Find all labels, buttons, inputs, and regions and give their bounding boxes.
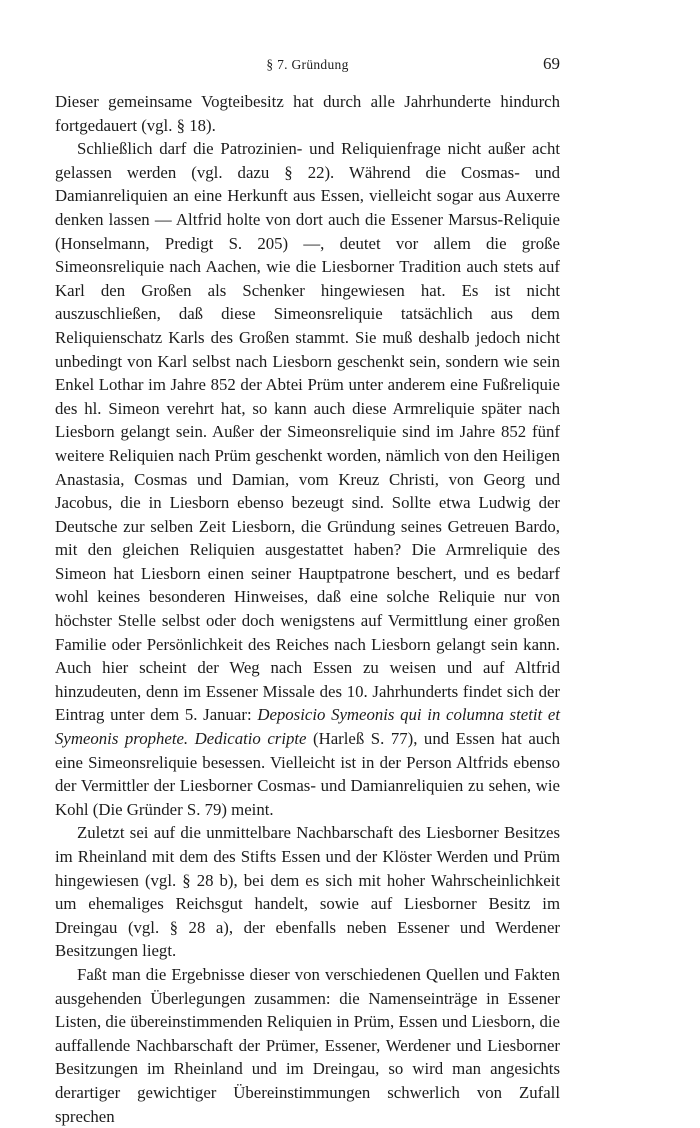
paragraph-nachbarschaft: Zuletzt sei auf die unmittelbare Nachbarschaft des Liesborner Besitzes im Rheinland mit dem des Stifts Essen und der Klöster Werden und Prüm hingewiesen (vgl. § 28 b), bei dem es sich mit hoher Wahrscheinlichkeit um ehemaliges Reichsgut handelt, sowie auf Liesborner Besitz im Dreingau (vgl. § 28 a), der ebenfalls neben Essener und Werdener Besitzungen liegt. [55,823,560,961]
paragraph-vogteibesitz: Dieser gemeinsame Vogteibesitz hat durch alle Jahrhunderte hindurch fortgedauert (vgl. § 18). [55,92,560,135]
page-body [55,90,560,1128]
running-head: § 7. Gründung [266,57,349,72]
paragraph-text: Schließlich darf die Patrozinien- und Reliquienfrage nicht außer acht gelassen werden (vgl. dazu § 22). Während die Cosmas- und Damianreliquien an eine Herkunft aus Essen, vielleicht sogar aus Auxerre denken lassen — Altfrid holte von dort auch die Essener Marsus-Reliquie (Honselmann, Predigt S. 205) —, deutet vor allem die große Simeonsreliquie nach Aachen, wie die Liesborner Tradition auch stets auf Karl den Großen als Schenker hingewiesen hat. Es ist nicht auszuschließen, daß diese Simeonsreliquie tatsächlich aus dem Reliquienschatz Karls des Großen stammt. Sie muß deshalb jedoch nicht unbedingt von Karl selbst nach Liesborn geschenkt sein, sondern wie sein Enkel Lothar im Jahre 852 der Abtei Prüm unter anderem eine Fußreliquie des hl. Simeon verehrt hat, so kann auch diese Armreliquie später nach Liesborn gelangt sein. Außer der Simeonsreliquie sind im Jahre 852 fünf weitere Reliquien nach Prüm geschenkt worden, nämlich von den Heiligen Anastasia, Cosmas und Damian, vom Kreuz Christi, von Georg und Jacobus, die in Liesborn ebenso bezeugt sind. Sollte etwa Ludwig der Deutsche zur selben Zeit Liesborn, die Gründung seines Getreuen Bardo, mit den gleichen Reliquien ausgestattet haben? Die Armreliquie des Simeon hat Liesborn einen seiner Hauptpatrone beschert, und es bedarf wohl keines besonderen Hinweises, daß eine solche Reliquie nur von höchster Stelle selbst oder doch wenigstens auf Vermittlung einer großen Familie oder Persönlichkeit des Reiches nach Liesborn gelangt sein kann. Auch hier scheint der Weg nach Essen zu weisen und auf Altfrid hinzudeuten, denn im Essener Missale des 10. Jahrhunderts findet sich der Eintrag unter dem 5. Januar: [55,139,560,725]
paragraph-reliquienfrage [55,137,560,821]
page-number: 69 [543,54,560,73]
missale-quote: Deposicio Symeonis qui in columna stetit et Symeonis prophete. Dedicatio cripte [55,705,560,749]
paragraph-ergebnisse: Faßt man die Ergebnisse dieser von verschiedenen Quellen und Fakten ausgehenden Überlegungen zusammen: die Namenseinträge in Essener Listen, die übereinstimmenden Reliquien in Prüm, Essen und Liesborn, die auffallende Nachbarschaft der Prümer, Essener, Werdener und Liesborner Besitzungen im Rheinland und im Dreingau, so wird man angesichts derartiger gewichtiger Übereinstimmungen schwerlich von Zufall sprechen [55,964,560,1126]
paragraph-text: (Harleß S. 77), und Essen hat auch eine Simeonsreliquie besessen. Vielleicht ist in der Person Altfrids ebenso der Vermittler der Liesborner Cosmas- und Damianreliquien zu sehen, wie Kohl (Die Gründer S. 79) meint. [55,729,560,819]
page-header [55,54,560,81]
